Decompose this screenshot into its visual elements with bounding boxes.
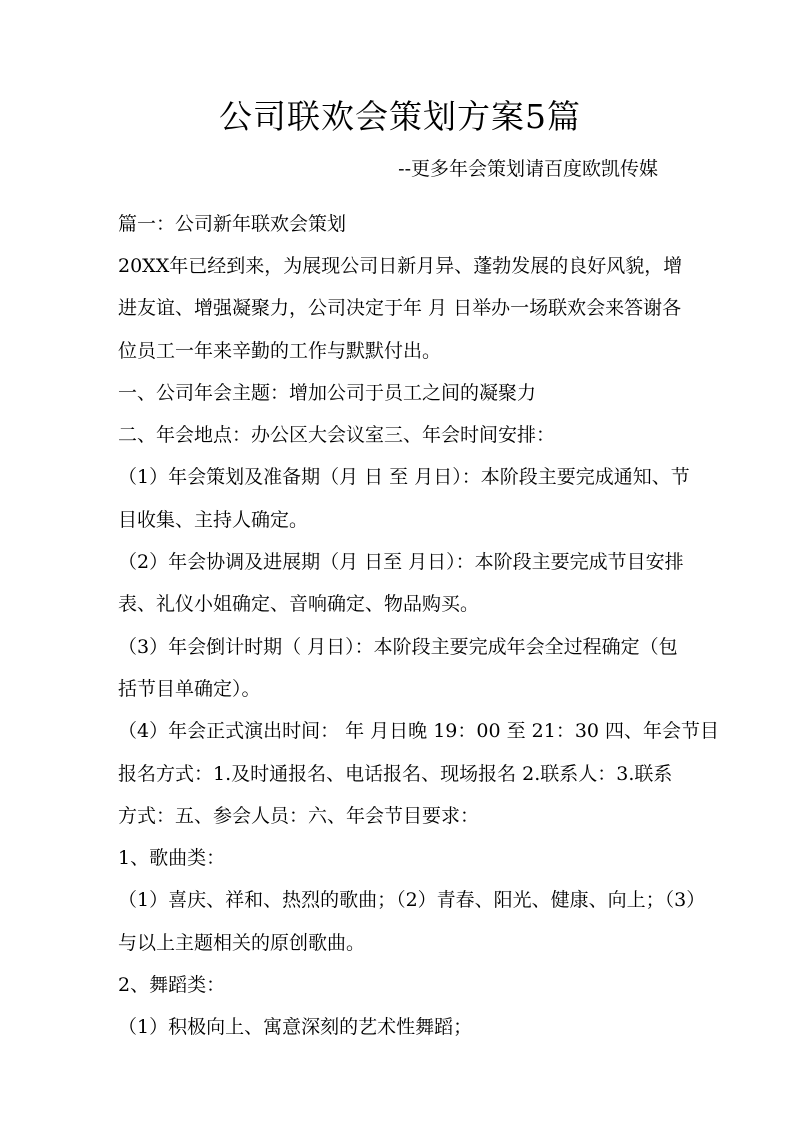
body-line: （1）年会策划及准备期（月 日 至 月日）：本阶段主要完成通知、节 [118,466,690,488]
document-title: 公司联欢会策划方案5篇 [219,97,581,136]
body-line: （1）喜庆、祥和、热烈的歌曲；（2）青春、阳光、健康、向上；（3） [118,889,706,911]
body-line: 表、礼仪小姐确定、音响确定、物品购买。 [118,593,480,615]
body-line: （4）年会正式演出时间： 年 月日晚 19：00 至 21：30 四、年会节目 [118,720,720,742]
body-line: （2）年会协调及进展期（月 日至 月日）：本阶段主要完成节目安排 [118,551,684,573]
section-heading: 篇一：公司新年联欢会策划 [118,213,347,235]
body-line: 进友谊、增强凝聚力，公司决定于年 月 日举办一场联欢会来答谢各 [118,297,682,319]
body-line: 目收集、主持人确定。 [118,509,309,531]
body-line: 一、公司年会主题：增加公司于员工之间的凝聚力 [118,382,537,404]
body-line: 报名方式：1.及时通报名、电话报名、现场报名 2.联系人：3.联系 [118,763,673,785]
body-line: 方式：五、参会人员：六、年会节目要求： [118,805,480,827]
body-line: 与以上主题相关的原创歌曲。 [118,932,366,954]
body-line: 括节目单确定）。 [118,678,261,700]
document-subtitle: --更多年会策划请百度欧凯传媒 [398,158,658,180]
body-line: （3）年会倒计时期（ 月日）：本阶段主要完成年会全过程确定（包 [118,636,678,658]
body-line: 二、年会地点：办公区大会议室三、年会时间安排： [118,424,556,446]
body-line: 20XX年已经到来，为展现公司日新月异、蓬勃发展的良好风貌，增 [118,255,683,277]
body-line: 2、舞蹈类： [118,974,226,996]
body-line: （1）积极向上、寓意深刻的艺术性舞蹈； [118,1016,473,1038]
body-line: 1、歌曲类： [118,847,226,869]
body-line: 位员工一年来辛勤的工作与默默付出。 [118,340,442,362]
